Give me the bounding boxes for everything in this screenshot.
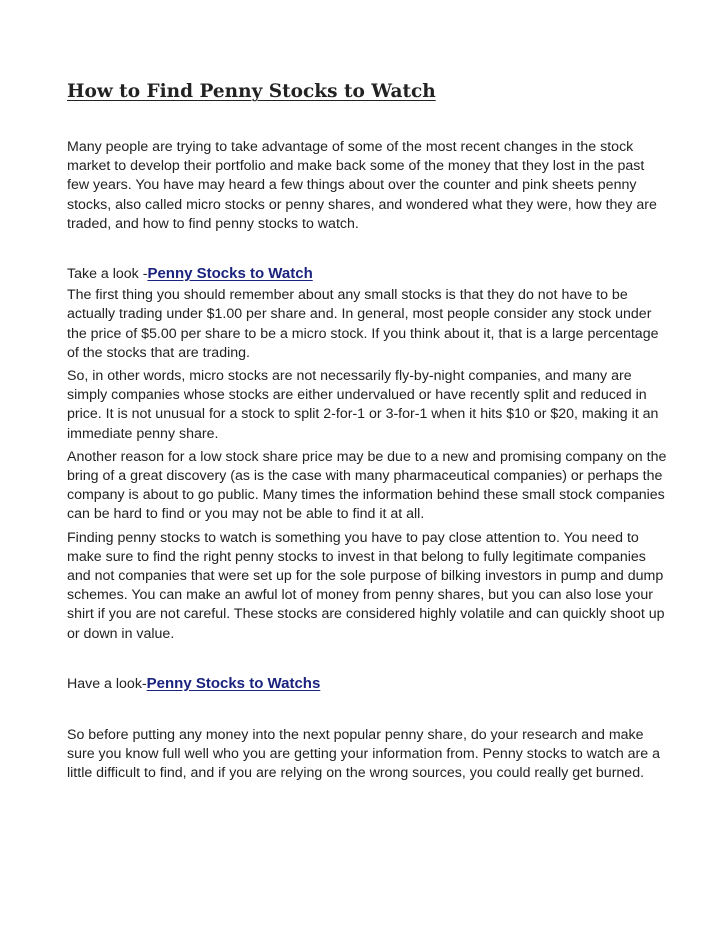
lead-1-prefix: Take a look - [67,266,148,283]
document-page [67,80,667,788]
paragraph-5: So before putting any money into the next popular penny share, do your research and make sure you know full well who you are getting your information from. Penny stocks to watch are a little difficult to find, and if you are relying on the wrong sources, you could really get burned. [67,727,661,782]
lead-line-2 [67,674,667,694]
paragraph-4: Finding penny stocks to watch is something you have to pay close attention to. You need to make sure to find the right penny stocks to invest in that belong to fully legitimate companies and not companies that were set up for the sole purpose of bilking investors in pump and dump schemes. You can make an awful lot of money from penny shares, but you can also lose your shirt if you are not careful. These stocks are considered highly volatile and can quickly shoot up or down in value. [67,529,665,642]
paragraph-3: Another reason for a low stock share price may be due to a new and promising company on the bring of a great discovery (as is the case with many pharmaceutical companies) or perhaps the company is about to go public. Many times the information behind these small stock companies can be hard to find or you may not be able to find it at all. [67,448,667,523]
paragraph-1: The first thing you should remember about any small stocks is that they do not have to be actually trading under $1.00 per share and. In general, most people consider any stock under the price of $5.00 per share to be a micro stock. If you think about it, that is a large percentage of the stocks that are trading. [67,287,659,361]
lead-line-1 [67,264,667,284]
intro-paragraph: Many people are trying to take advantage of some of the most recent changes in the stock market to develop their portfolio and make back some of the money that they lost in the past few years. You have may heard a few things about over the counter and pink sheets penny stocks, also called micro stocks or penny shares, and wondered what they were, how they are traded, and how to find penny stocks to watch. [67,139,657,232]
lead-2-prefix: Have a look- [67,675,147,692]
article-title: How to Find Penny Stocks to Watch [67,81,436,102]
paragraph-2: So, in other words, micro stocks are not necessarily fly-by-night companies, and many are simply companies whose stocks are either undervalued or have recently split and reduced in price. It is not unusual for a stock to split 2-for-1 or 3-for-1 when it hits $10 or $20, making it an immediate penny share. [67,368,659,442]
penny-stocks-to-watch-link[interactable]: Penny Stocks to Watch [147,265,313,283]
penny-stocks-to-watchs-link[interactable]: Penny Stocks to Watchs [146,674,321,692]
